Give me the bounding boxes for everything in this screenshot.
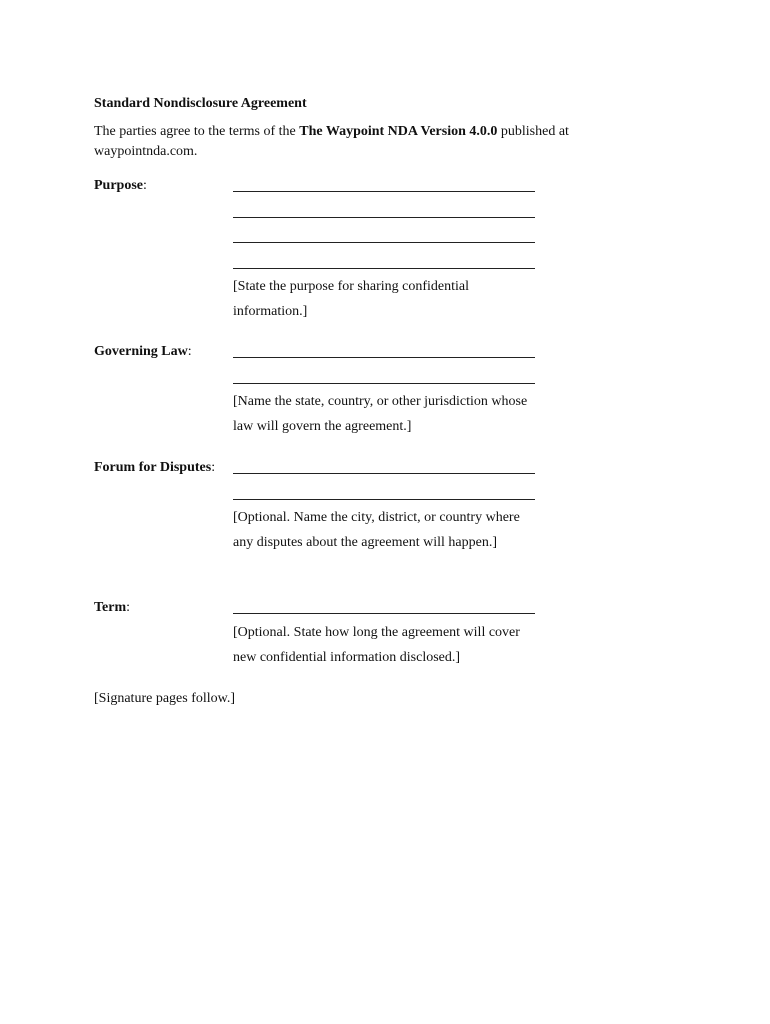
purpose-hint: [State the purpose for sharing confidential information.]	[233, 279, 469, 319]
intro-prefix: The parties agree to the terms of the	[94, 124, 300, 139]
forum-label: Forum for Disputes:	[94, 460, 216, 475]
governing-law-blank-line[interactable]	[233, 383, 535, 384]
purpose-label: Purpose:	[94, 178, 147, 193]
governing-law-hint: [Name the state, country, or other jurisdiction whose law will govern the agreement.]	[233, 394, 528, 434]
governing-law-label: Governing Law:	[94, 344, 192, 359]
forum-blank-line[interactable]	[233, 499, 535, 500]
signature-note: [Signature pages follow.]	[94, 691, 235, 706]
nda-version-name: The Waypoint NDA Version 4.0.0	[299, 124, 498, 139]
term-hint: [Optional. State how long the agreement will cover new confidential information disclosed.]	[233, 625, 520, 665]
purpose-blank-line[interactable]	[233, 242, 535, 243]
purpose-blank-line[interactable]	[233, 268, 535, 269]
term-blank-line[interactable]	[233, 613, 535, 614]
forum-blank-line[interactable]	[233, 473, 535, 474]
purpose-blank-line[interactable]	[233, 191, 535, 192]
term-label: Term:	[94, 600, 131, 615]
governing-law-blank-line[interactable]	[233, 357, 535, 358]
forum-hint: [Optional. Name the city, district, or country where any disputes about the agreement will happen.]	[233, 510, 520, 550]
intro-paragraph	[94, 122, 654, 162]
intro-suffix: published at waypointnda.com.	[94, 124, 569, 159]
purpose-blank-line[interactable]	[233, 217, 535, 218]
document-title: Standard Nondisclosure Agreement	[94, 96, 307, 111]
